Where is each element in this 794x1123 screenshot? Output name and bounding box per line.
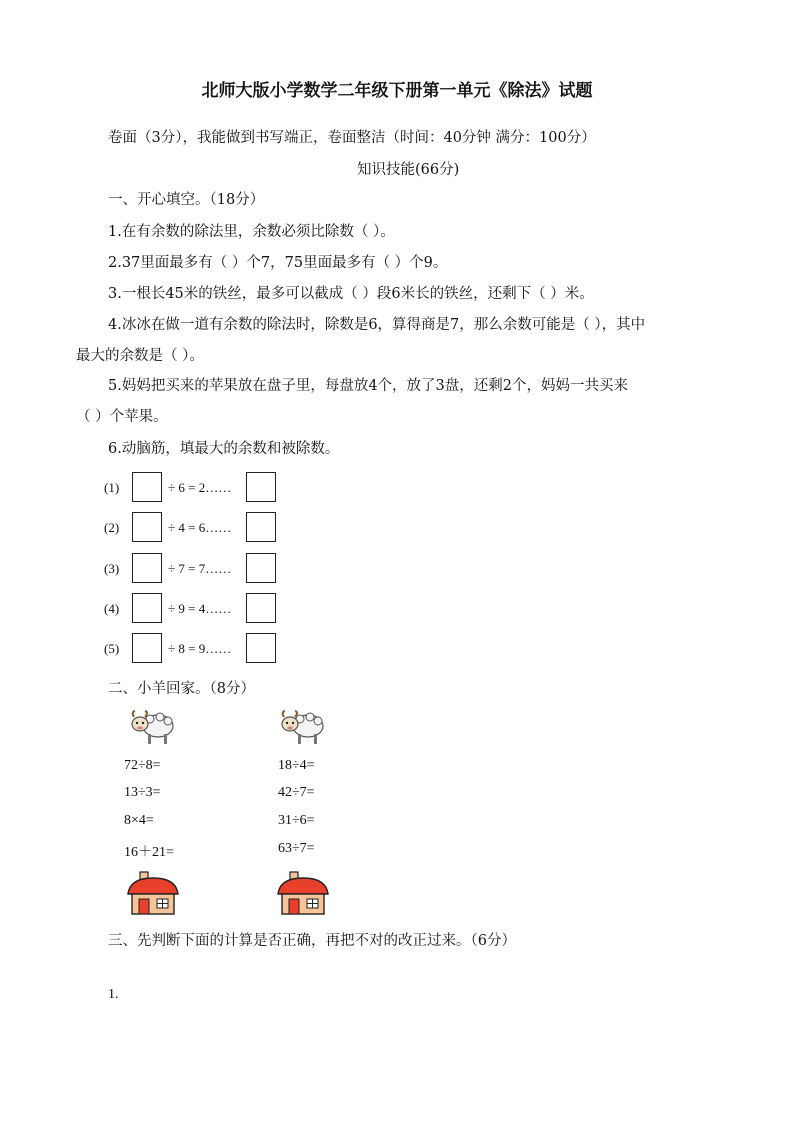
calc-right-3: 31÷6= <box>278 813 315 828</box>
row-expression: ÷ 9 = 4…… <box>168 601 232 616</box>
answer-box-remainder[interactable] <box>246 593 276 623</box>
house-icon <box>276 870 330 916</box>
answer-box-remainder[interactable] <box>246 633 276 663</box>
section3-item-1: 1. <box>108 987 119 1002</box>
calc-left-4: 16＋21= <box>124 845 174 860</box>
question-6: 6.动脑筋，填最大的余数和被除数。 <box>108 441 340 457</box>
answer-box-dividend[interactable] <box>132 553 162 583</box>
page-title: 北师大版小学数学二年级下册第一单元《除法》试题 <box>201 81 593 101</box>
answer-box-dividend[interactable] <box>132 512 162 542</box>
row-label: (3) <box>104 561 120 576</box>
calc-left-2: 13÷3= <box>124 785 161 800</box>
row-label: (4) <box>104 601 120 616</box>
answer-box-dividend[interactable] <box>132 593 162 623</box>
house-icon <box>126 870 180 916</box>
intro-line: 卷面（3分），我能做到书写端正，卷面整洁（时间：40分钟 满分：100分） <box>108 130 596 146</box>
answer-box-dividend[interactable] <box>132 633 162 663</box>
question-1: 1.在有余数的除法里，余数必须比除数（ ）。 <box>108 224 395 240</box>
section3-heading: 三、先判断下面的计算是否正确，再把不对的改正过来。（6分） <box>108 933 516 949</box>
row-expression: ÷ 8 = 9…… <box>168 641 232 656</box>
calc-right-2: 42÷7= <box>278 785 315 800</box>
row-label: (2) <box>104 520 120 535</box>
row-label: (1) <box>104 480 120 495</box>
row-label: (5) <box>104 641 120 656</box>
sheep-icon <box>278 706 326 748</box>
question-5-line1: 5.妈妈把买来的苹果放在盘子里，每盘放4个，放了3盘，还剩2个，妈妈一共买来 <box>108 378 629 394</box>
row-expression: ÷ 6 = 2…… <box>168 480 232 495</box>
question-3: 3.一根长45米的铁丝，最多可以截成（ ）段6米长的铁丝，还剩下（ ）米。 <box>108 286 594 302</box>
question-5-line2: （ ）个苹果。 <box>76 409 168 425</box>
row-expression: ÷ 7 = 7…… <box>168 561 232 576</box>
question-4-line1: 4.冰冰在做一道有余数的除法时，除数是6，算得商是7，那么余数可能是（ ），其中 <box>108 317 646 333</box>
answer-box-dividend[interactable] <box>132 472 162 502</box>
answer-box-remainder[interactable] <box>246 512 276 542</box>
section1-heading: 一、开心填空。（18分） <box>108 192 265 208</box>
answer-box-remainder[interactable] <box>246 472 276 502</box>
section-subtitle: 知识技能(66分) <box>357 162 460 178</box>
calc-right-1: 18÷4= <box>278 758 315 773</box>
question-4-line2: 最大的余数是（ ）。 <box>76 348 204 364</box>
answer-box-remainder[interactable] <box>246 553 276 583</box>
sheep-icon <box>128 706 176 748</box>
question-2: 2.37里面最多有（ ）个7，75里面最多有（ ）个9。 <box>108 255 448 271</box>
section2-heading: 二、小羊回家。（8分） <box>108 681 255 697</box>
row-expression: ÷ 4 = 6…… <box>168 520 232 535</box>
calc-right-4: 63÷7= <box>278 841 315 856</box>
calc-left-3: 8×4= <box>124 813 154 828</box>
calc-left-1: 72÷8= <box>124 758 161 773</box>
